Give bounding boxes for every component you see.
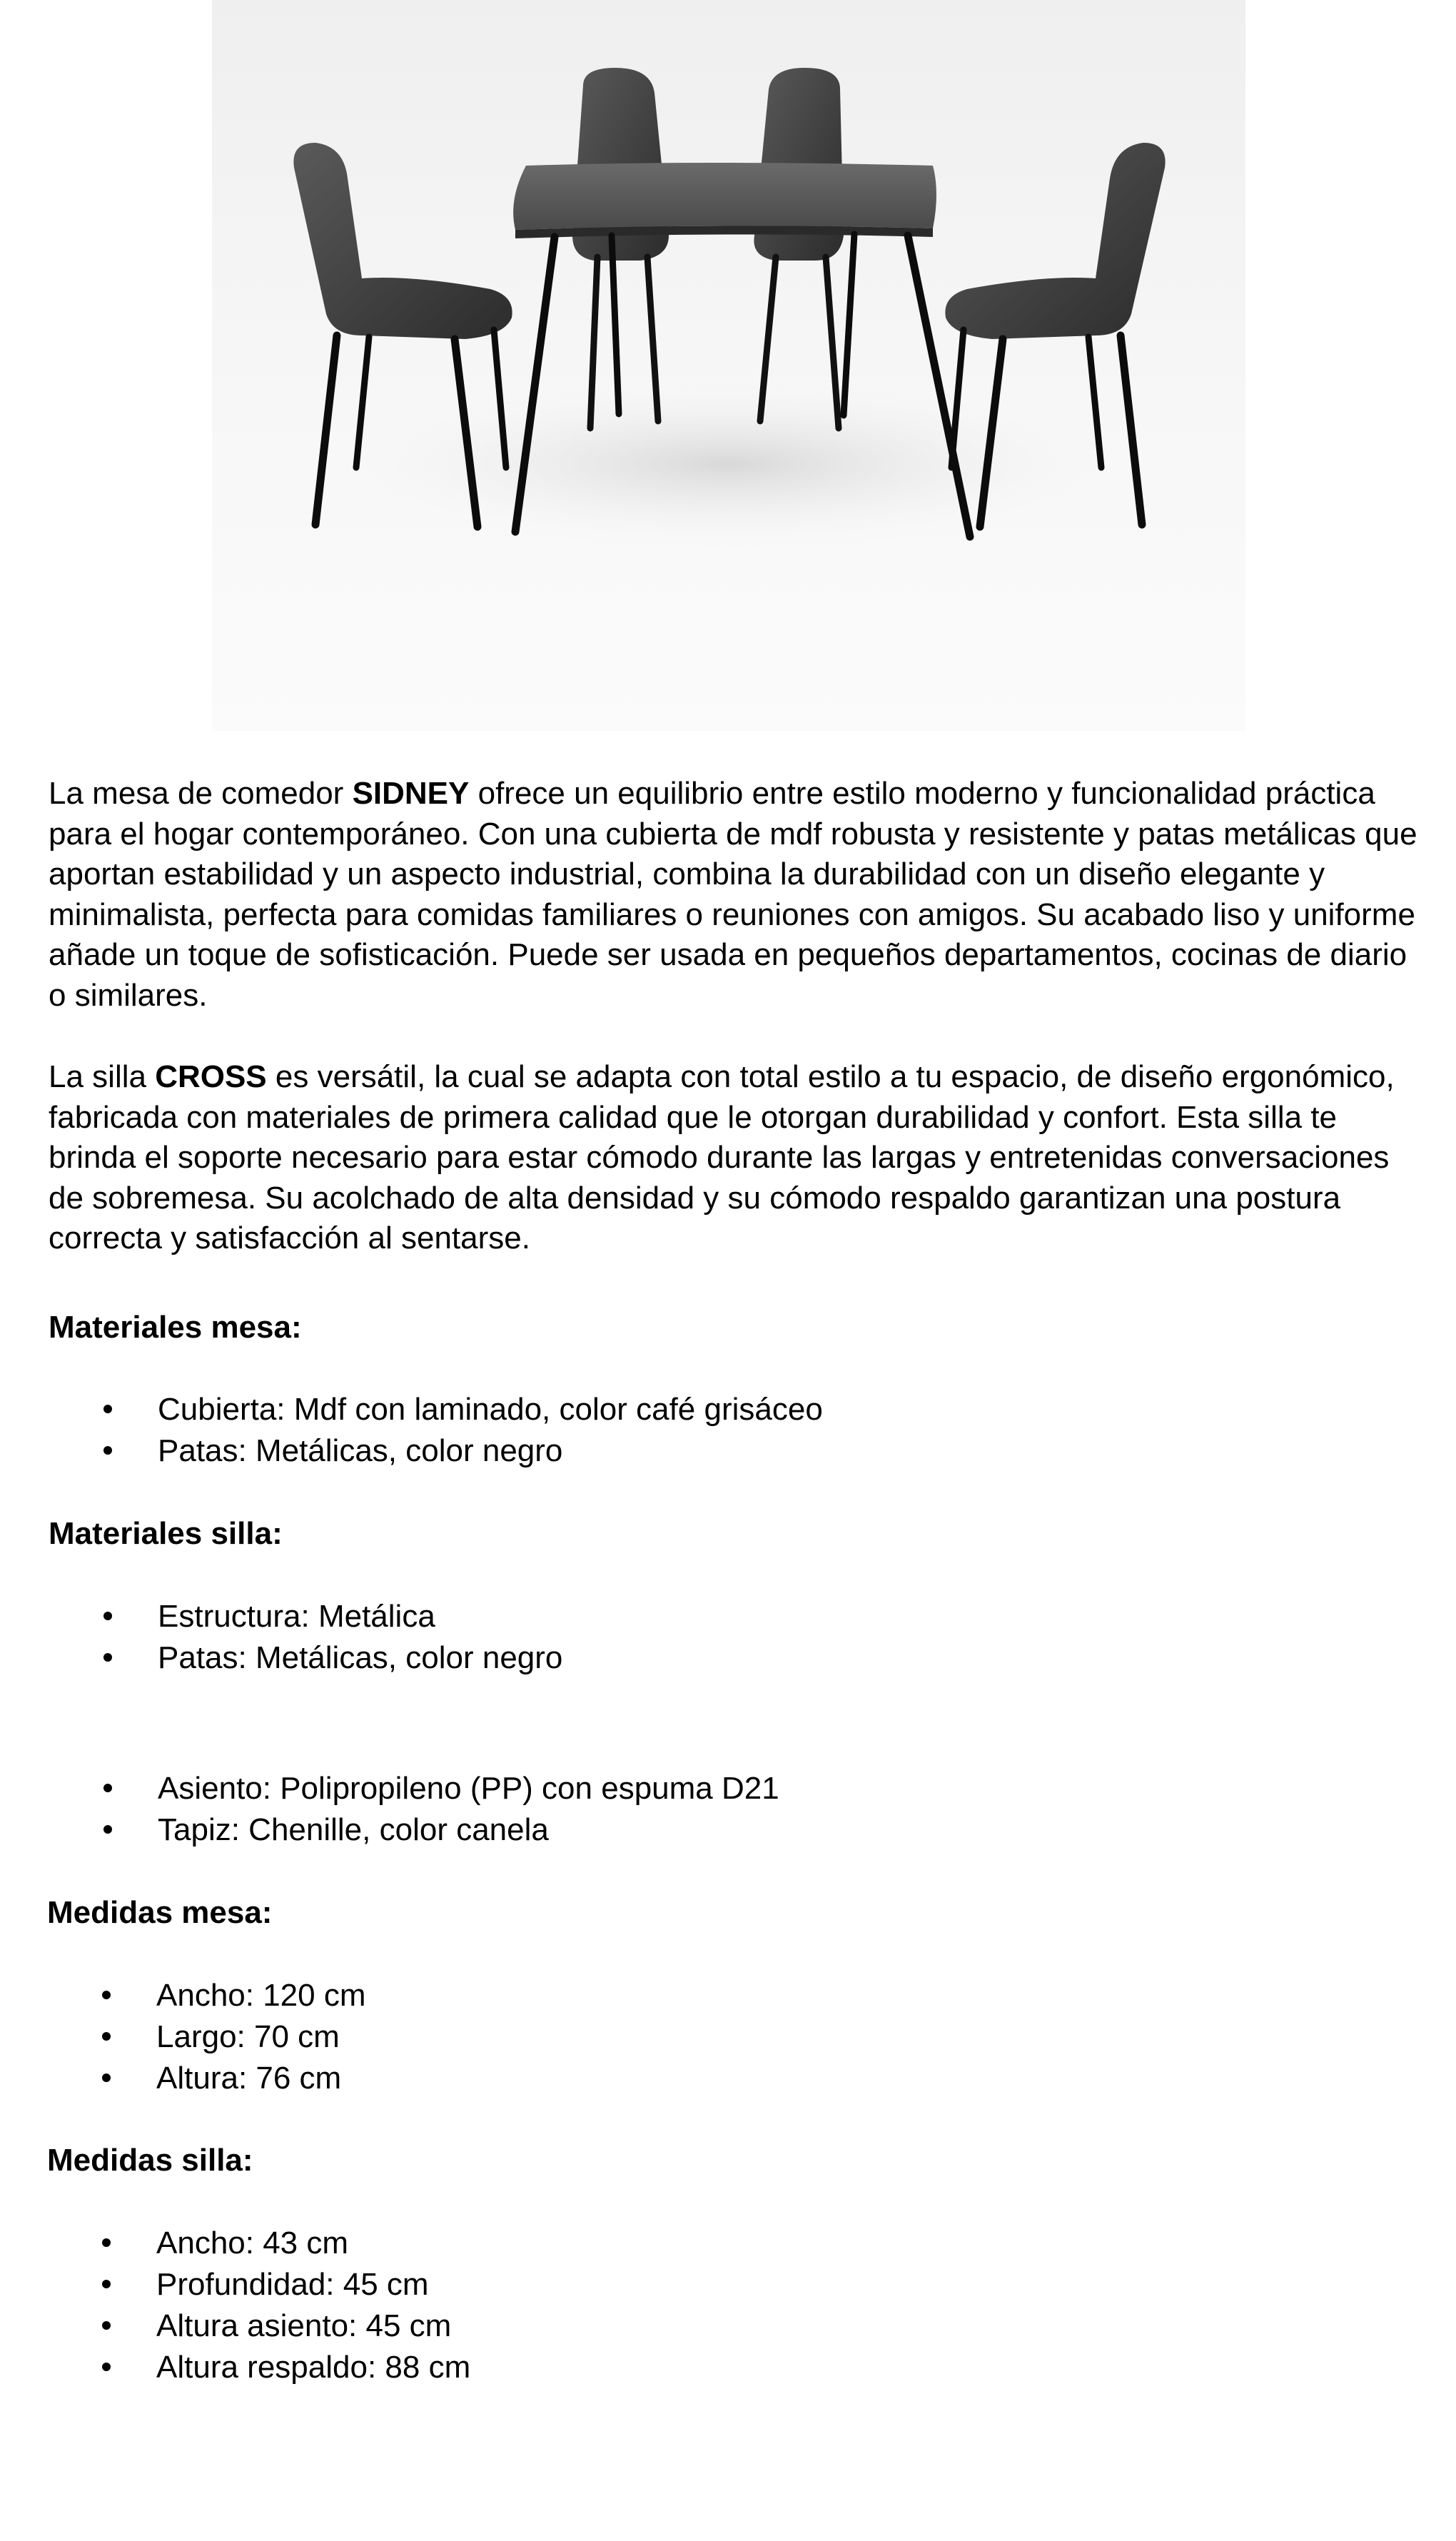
list-item: Cubierta: Mdf con laminado, color café grisáceo bbox=[49, 1389, 823, 1430]
materiales-mesa-heading: Materiales mesa: bbox=[49, 1310, 302, 1345]
list-item: Altura respaldo: 88 cm bbox=[47, 2347, 470, 2388]
medidas-mesa-list bbox=[47, 1975, 366, 2099]
list-item: Patas: Metálicas, color negro bbox=[49, 1637, 562, 1679]
bullet-icon bbox=[102, 2238, 111, 2247]
list-item: Estructura: Metálica bbox=[49, 1596, 562, 1637]
list-item: Patas: Metálicas, color negro bbox=[49, 1430, 823, 1472]
bullet-icon bbox=[102, 2321, 111, 2330]
list-item: Altura asiento: 45 cm bbox=[47, 2305, 470, 2347]
bullet-icon bbox=[102, 1991, 111, 1999]
product-photo bbox=[212, 0, 1245, 731]
bullet-icon bbox=[102, 2363, 111, 2371]
bullet-icon bbox=[102, 2032, 111, 2041]
materiales-mesa-list bbox=[49, 1389, 823, 1472]
chair-model-name: CROSS bbox=[155, 1059, 267, 1094]
list-item: Altura: 76 cm bbox=[47, 2058, 366, 2099]
bullet-icon bbox=[102, 2280, 111, 2288]
medidas-silla-list bbox=[47, 2223, 470, 2388]
materiales-silla-heading: Materiales silla: bbox=[49, 1516, 283, 1551]
bullet-icon bbox=[102, 2073, 111, 2082]
bullet-icon bbox=[103, 1784, 112, 1792]
bullet-icon bbox=[103, 1405, 112, 1413]
bullet-icon bbox=[103, 1612, 112, 1620]
list-item: Ancho: 120 cm bbox=[47, 1975, 366, 2016]
bullet-icon bbox=[103, 1446, 112, 1455]
list-item: Tapiz: Chenille, color canela bbox=[49, 1809, 779, 1851]
chair-description: La silla CROSS es versátil, la cual se adapta con total estilo a tu espacio, de diseño ergonómico, fabricada con materiales de primera calidad que le otorgan durabilidad y confort. Esta silla te brinda el soporte necesario para estar cómodo durante las largas y entretenidas conversaciones de sobremesa. Su acolchado de alta densidad y su cómodo respaldo garantizan una postura correcta y satisfacción al sentarse. bbox=[49, 1059, 1395, 1256]
list-item: Profundidad: 45 cm bbox=[47, 2264, 470, 2305]
bullet-icon bbox=[103, 1825, 112, 1834]
bullet-icon bbox=[103, 1653, 112, 1662]
list-item: Asiento: Polipropileno (PP) con espuma D21 bbox=[49, 1768, 779, 1809]
medidas-silla-heading: Medidas silla: bbox=[47, 2143, 253, 2178]
list-item: Ancho: 43 cm bbox=[47, 2223, 470, 2264]
medidas-mesa-heading: Medidas mesa: bbox=[47, 1895, 273, 1930]
table-model-name: SIDNEY bbox=[352, 776, 470, 811]
materiales-silla-list-extra bbox=[49, 1768, 779, 1851]
materiales-silla-list bbox=[49, 1596, 562, 1679]
table-description: La mesa de comedor SIDNEY ofrece un equilibrio entre estilo moderno y funcionalidad práctica para el hogar contemporáneo. Con una cubierta de mdf robusta y resistente y patas metálicas que aportan estabilidad y un aspecto industrial, combina la durabilidad con un diseño elegante y minimalista, perfecta para comidas familiares o reuniones con amigos. Su acabado liso y uniforme añade un toque de sofisticación. Puede ser usada en pequeños departamentos, cocinas de diario o similares. bbox=[49, 776, 1417, 1013]
list-item: Largo: 70 cm bbox=[47, 2016, 366, 2058]
